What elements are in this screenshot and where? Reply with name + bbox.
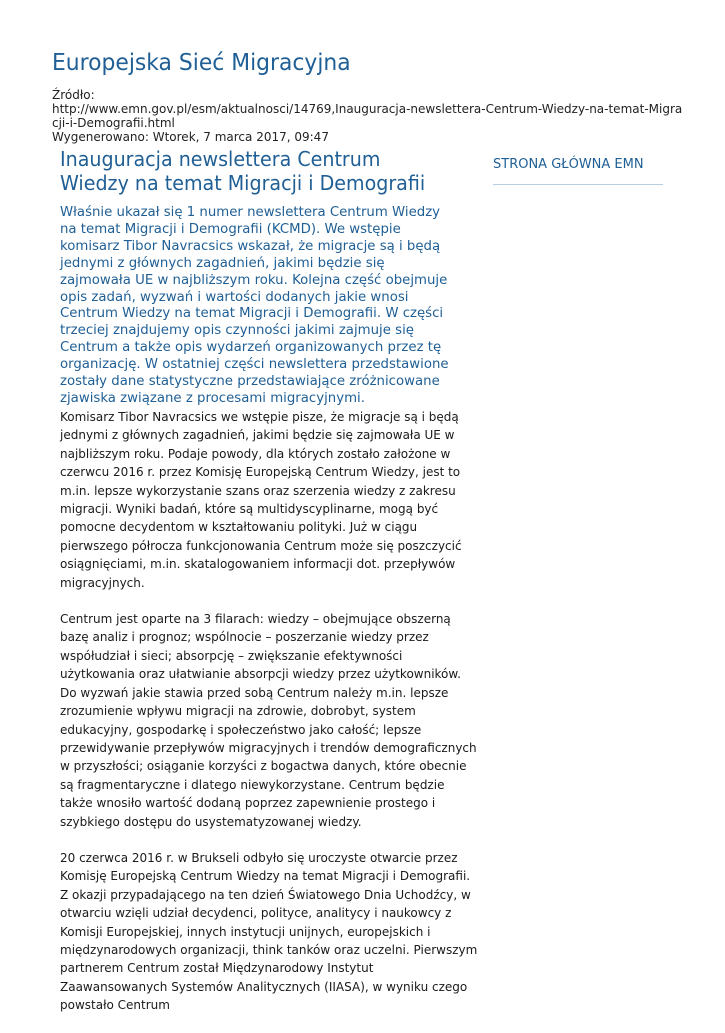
site-title: Europejska Sieć Migracyjna — [52, 50, 351, 76]
document-meta — [52, 88, 687, 144]
article-paragraph: 20 czerwca 2016 r. w Brukseli odbyło się uroczyste otwarcie przez Komisję Europejską Centrum Wiedzy na temat Migracji i Demografii. Z okazji przypadającego na ten dzień Światowego Dnia Uchodźcy, w otwarciu wzięli udział decydenci, polityce, analitycy i naukowcy z Komisji Europejskiej, innych instytucji unijnych, europejskich i międzynarodowych organizacji, think tanków oraz uczelni. Pierwszym partnerem Centrum został Międzynarodowy Instytut Zaawansowanych Systemów Analitycznych (IIASA), w wyniku czego powstało Centrum — [60, 850, 478, 1013]
home-link[interactable]: STRONA GŁÓWNA EMN — [493, 157, 663, 185]
article-lead: Właśnie ukazał się 1 numer newslettera Centrum Wiedzy na temat Migracji i Demografii (KCMD). We wstępie komisarz Tibor Navracsics wskazał, że migracje są i będą jednymi z głównych zagadnień, jakimi będzie się zajmowała UE w najbliższym roku. Kolejna część obejmuje opis zadań, wyzwań i wartości dodanych jakie wnosi Centrum Wiedzy na temat Migracji i Demografii. W części trzeciej znajdujemy opis czynności jakimi zajmuje się Centrum a także opis wydarzeń organizowanych przez tę organizację. W ostatniej części newslettera przedstawione zostały dane statystyczne przedstawiające zróżnicowane zjawiska związane z procesami migracyjnymi. — [60, 205, 449, 406]
article-paragraph: Centrum jest oparte na 3 filarach: wiedzy – obejmujące obszerną bazę analiz i prognoz; wspólnocie – poszerzanie wiedzy przez współudział i sieci; absorpcję – zwiększanie efektywności użytkowania oraz ułatwianie absorpcji wiedzy przez użytkowników. Do wyzwań jakie stawia przed sobą Centrum należy m.in. lepsze zrozumienie wpływu migracji na zdrowie, dobrobyt, system edukacyjny, gospodarkę i społeczeństwo jako całość; lepsze przewidywanie przepływów migracyjnych i trendów demograficznych w przyszłości; osiąganie korzyści z bogactwa danych, które obecnie są fragmentaryczne i dlatego niewykorzystane. Centrum będzie także wnosiło wartość dodaną poprzez zapewnienie prostego i szybkiego dostępu do usystematyzowanej wiedzy. — [60, 612, 477, 829]
source-url[interactable]: http://www.emn.gov.pl/esm/aktualnosci/14769,Inauguracja-newslettera-Centrum-Wiedzy-na-temat-Migracji-i-Demografii.html — [52, 102, 683, 130]
article-paragraph: Komisarz Tibor Navracsics we wstępie pisze, że migracje są i będą jednymi z głównych zagadnień, jakimi będzie się zajmowała UE w najbliższym roku. Podaje powody, dla których zostało założone w czerwcu 2016 r. przez Komisję Europejską Centrum Wiedzy, jest to m.in. lepsze wykorzystanie szans oraz szerzenia wiedzy z zakresu migracji. Wyniki badań, które są multidyscyplinarne, mogą być pomocne decydentom w kształtowaniu polityki. Już w ciągu pierwszego półrocza funkcjonowania Centrum może się poszczycić osiągnięciami, m.in. skatalogowaniem informacji dot. przepływów migracyjnych. — [60, 410, 462, 590]
generated-timestamp: Wygenerowano: Wtorek, 7 marca 2017, 09:47 — [52, 130, 329, 144]
article-body — [60, 408, 480, 1033]
article-title: Inauguracja newslettera Centrum Wiedzy na temat Migracji i Demografii — [60, 147, 426, 195]
source-label: Źródło: — [52, 88, 95, 102]
